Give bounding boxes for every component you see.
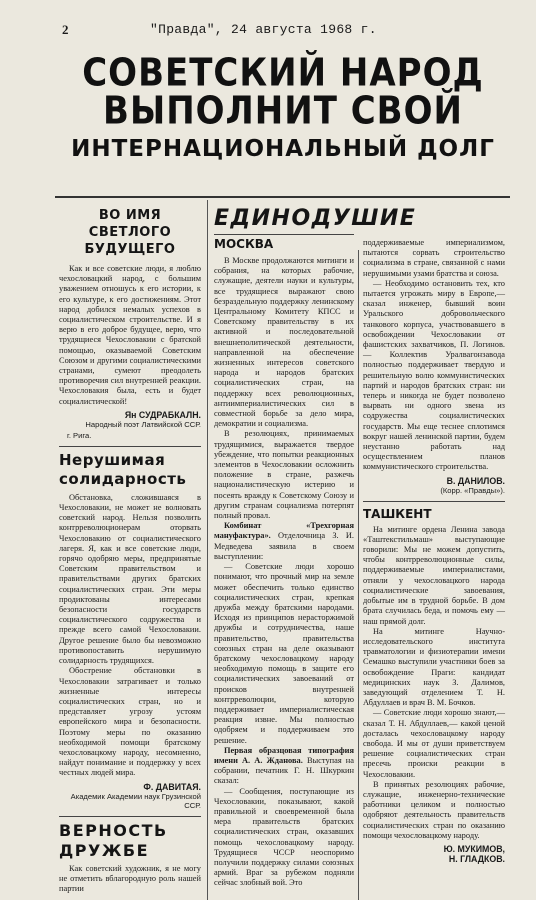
article-title-vernost: ВЕРНОСТЬ ДРУЖБЕ bbox=[59, 820, 168, 860]
dateline-tashkent: ТАШКЕНТ bbox=[363, 506, 432, 521]
article-divider-3 bbox=[363, 501, 505, 502]
article-body-solidarnost: Обстановка, сложившаяся в Чехословакии, не может не волновать советский народ. Нельзя позволить контрреволюционерам оторвать Чехословакию от социалистического лагеря. Я, как и все советские люди, горячо одобряю меры, предпринятые Советским правительством и правительствами других братских социалистических стран. Эти меры продиктованы интересами безопасности государств социалистического содружества и прежде всего самой Чехословакии. Другое решение было бы невозможно противопоставить нерушимую солидарность трудящихся. Обострение обстановки в Чехословакии затрагивает и только жизненные интересы социалистических стран, но и представляет угрозу устоям европейского мира и безопасности. Поэтому меры по оказанию необходимой помощи братскому чехословацкому народу, несомненно, найдут понимание и поддержку у всех честных людей мира. bbox=[59, 492, 201, 778]
signature-mukimov: Ю. МУКИМОВ, bbox=[443, 843, 505, 854]
signature-davitaya-title: Академик Академии наук Грузинской ССР. bbox=[70, 791, 201, 810]
article-body-edinodushie: В Москве продолжаются митинги и собрания, на которых рабочие, служащие, деятели науки и культуры, все трудящиеся выражают свою безраздельную поддержку ленинскому Центральному Комитету КПСС и Советскому правительству в их активной и последовательной внешнеполитической деятельности, направленной на обеспечение жизненных интересов советского народа и народов братских социалистических стран, на поддержку всех революционных, антиимпериалистических сил в совместной борьбе за дело мира, демократии и социализма. В резолюциях, принимаемых трудящимися, выражается твердое убеждение, что попытки реакционных элементов в Чехословакии осложнить положение в стране, разжечь националистическую истерию и посеять вражду к Советскому Союзу и другим странам социализма потерпят полный провал. Комбинат «Трехгорная мануфактура». Отделочница З. И. Медведева заявила в своем выступлении: — Советские люди хорошо понимают, что прочный мир на земле может обеспечить только единство социалистических стран, крепкая дружба между братскими народами. Исходя из принципов нерасторжимой дружбы и сотрудничества, наше правительство, правительства союзных стран на деле оказывают братскому чехословацкому народу необходимую помощь в защите его социалистических завоеваний от происков внутренней контрреволюции, которую поддерживает империалистическая реакция извне. Мы полностью одобряем и поддерживаем это решение. Первая образцовая типография имени А. А. Жданова. Выступая на собрании, печатник Г. Н. Шкуркин сказал: — Сообщения, поступающие из Чехословакии, показывают, какой правильной и своевременной была мера правительств братских социалистических стран, оказавших помощь чехословацкому народу. Трудящиеся ЧССР неоспоримо получили поддержку силами союзных армий. Враг за рубежом подняли сейчас злобный вой. Это bbox=[214, 256, 355, 888]
article-body-tashkent: На митинге ордена Ленина завода «Таштекстильмаш» выступающие говорили: Мы не можем допустить, чтобы контрреволюционные силы, поддерживаемые империалистами, отняли у чехословацкого народа социалистические завоевания, добытые им в трудной борьбе. В дом брата случилась беда, и помочь ему — наш прямой долг. На митинге Научно-исследовательского института травматологии и физиотерапии имени Семашко выступили участники боев за освобождение Праги: кандидат медицинских наук З. Далимов, заведующий отделением Т. Н. Абдуллаев и врач В. М. Бочков. — Советские люди хорошо знают,— сказал Т. Н. Абдуллаев,— какой ценой досталась чехословацкому народу свобода. И мы от души приветствуем решение социалистических стран пресечь происки реакции в Чехословакии. В принятых резолюциях рабочие, служащие, инженерно-технические работники целиком и полностью одобряют деятельность правительств социалистических стран по оказанию помощи чехословацкому народу. bbox=[363, 524, 505, 840]
article-title-solidarnost: Нерушимая солидарность bbox=[59, 450, 187, 488]
title-rule bbox=[214, 234, 354, 235]
article-body-svetlogo: Как и все советские люди, я люблю чехословацкий народ, с большим уважением отношусь к его истории, к его культуре, к его достижениям. Этот народ добился немалых успехов в социалистическом строительстве. И я верю в его доброе будущее, верю, что трудящиеся Чехословакии с братской помощью, оказываемой Советским Союзом и другими социалистическими странами, сумеют преодолеть противоречия сил внутренней реакции. Чехословакия была, есть и будет социалистической! bbox=[59, 264, 201, 406]
signature-gladkov: Н. ГЛАДКОВ. bbox=[448, 853, 505, 864]
date-line: "Правда", 24 августа 1968 г. bbox=[150, 22, 377, 37]
column-rule-1 bbox=[207, 200, 208, 900]
signature-sudrabkaln-title: Народный поэт Латвийской ССР. bbox=[85, 419, 201, 429]
column-right bbox=[363, 238, 505, 900]
article-divider bbox=[59, 446, 201, 447]
article-title-edinodushie: ЕДИНОДУШИЕ bbox=[214, 206, 417, 231]
headline-line-2: ВЫПОЛНИТ СВОЙ bbox=[103, 88, 463, 134]
page-number: 2 bbox=[62, 22, 69, 37]
headline-rule bbox=[55, 196, 510, 198]
signature-danilov: В. ДАНИЛОВ. bbox=[446, 475, 505, 486]
main-headline bbox=[58, 52, 508, 164]
column-rule-2 bbox=[358, 250, 359, 900]
article-continuation: поддерживаемые империализмом, пытаются сорвать строительство социализма в стране, связанной с нами нерушимыми узами братства и союза. — Необходимо остановить тех, кто пытается угрожать миру в Европе,— сказал инженер, бывший воин Уральского добровольческого танкового корпуса, участвовавшего в освобождении Чехословакии от фашистских захватчиков, П. Логинов.— Коллектив Уралвагонзавода полностью поддерживает твердую и решительную волю коммунистических партий и народов братских стран: ни теперь и никогда не будет позволено вырвать ни одного звена из содружества социалистических государств. Мы еще теснее сплотимся вокруг нашей ленинской партии, будем неустанно работать над осуществлением планов коммунистического строительства. bbox=[363, 238, 505, 472]
headline-line-1: СОВЕТСКИЙ НАРОД bbox=[82, 50, 484, 96]
signature-danilov-note: (Корр. «Правды»). bbox=[440, 485, 505, 495]
signature-davitaya: Ф. ДАВИТАЯ. bbox=[143, 781, 201, 792]
page-header bbox=[0, 22, 536, 40]
article-body-vernost: Как советский художник, я не могу не отметить вблагородную роль нашей партии bbox=[59, 863, 201, 893]
column-left bbox=[59, 205, 201, 900]
headline-line-3: ИНТЕРНАЦИОНАЛЬНЫЙ ДОЛГ bbox=[71, 136, 495, 162]
article-divider-2 bbox=[59, 816, 201, 817]
dateline-moskva: МОСКВА bbox=[214, 237, 274, 251]
article-title-svetlogo: ВО ИМЯ СВЕТЛОГО БУДУЩЕГО bbox=[84, 208, 176, 257]
dateline-riga: г. Рига. bbox=[67, 430, 92, 440]
signature-sudrabkaln: Ян СУДРАБКАЛН. bbox=[124, 409, 201, 420]
